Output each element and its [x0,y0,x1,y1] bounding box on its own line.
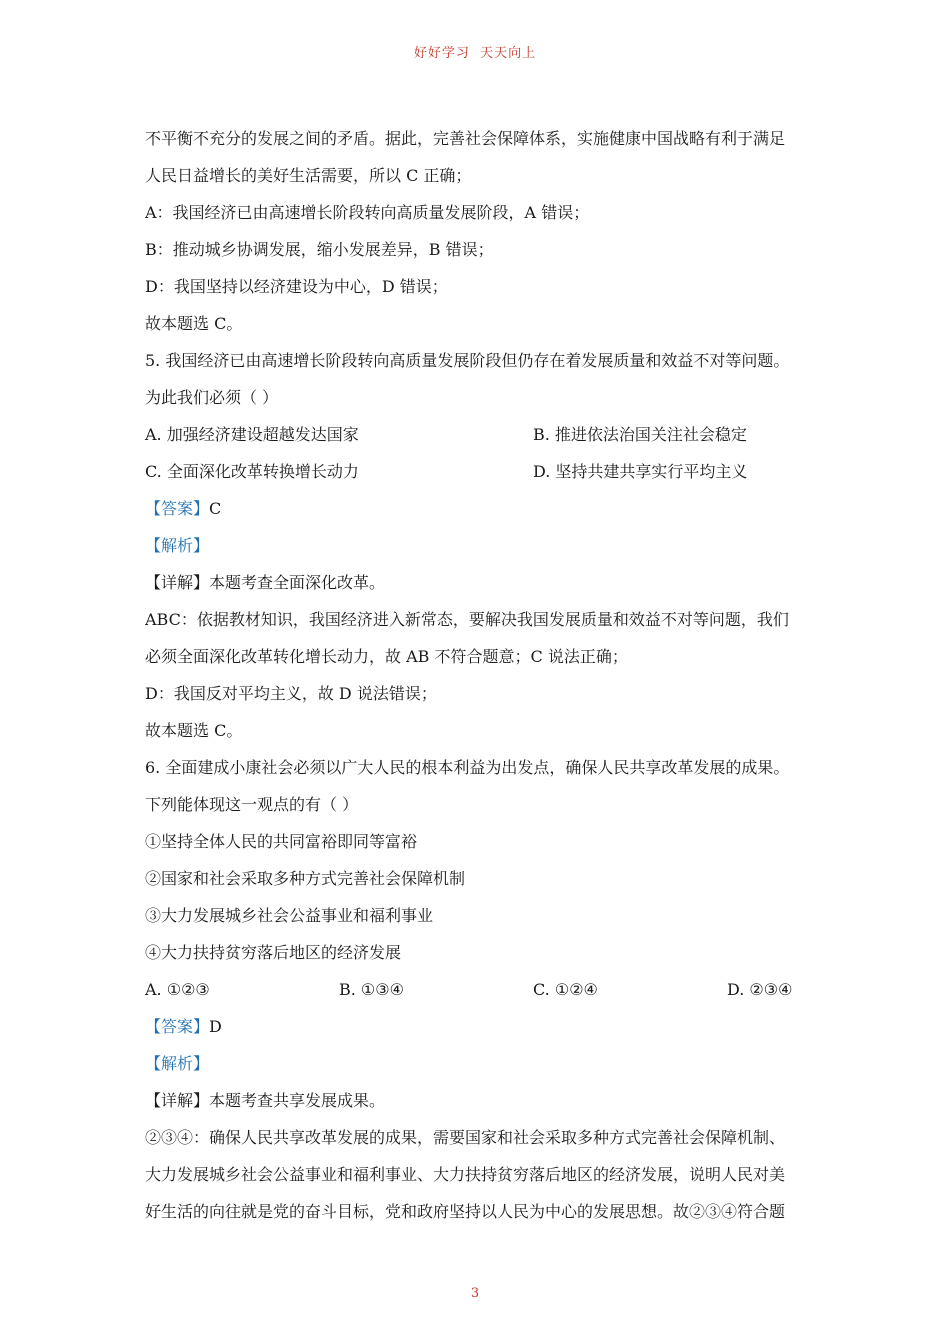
explanation-line: 大力发展城乡社会公益事业和福利事业、大力扶持贫穷落后地区的经济发展，说明人民对美 [145,1165,786,1184]
text-line: D：我国坚持以经济建设为中心，D 错误； [145,277,448,296]
answer-line [145,490,825,527]
option-a: A. 加强经济建设超越发达国家 [145,425,359,444]
question-6-stem: 6. 全面建成小康社会必须以广大人民的根本利益为出发点，确保人民共享改革发展的成果。 [145,758,790,777]
detail-tag: 【详解】 [145,1091,210,1110]
explanation-line: 必须全面深化改革转化增长动力，故 AB 不符合题意；C 说法正确； [145,647,628,666]
explanation-line: 故本题选 C。 [145,721,243,740]
explanation-line: D：我国反对平均主义，故 D 说法错误； [145,684,437,703]
analysis-tag: 【解析】 [145,1054,210,1073]
page-number: 3 [470,1286,480,1301]
answer-value: D [209,1017,222,1036]
answer-line [145,1008,825,1045]
question-5-options-row-1 [145,416,825,453]
analysis-line [145,527,825,564]
text-line: A：我国经济已由高速增长阶段转向高质量发展阶段，A 错误； [145,203,590,222]
option-a: A. ①②③ [145,980,210,999]
question-5-options-row-2 [145,453,825,490]
detail-line [145,564,825,601]
question-6-options-row [145,971,825,1008]
detail-text: 本题考查共享发展成果。 [209,1091,386,1110]
document-body [145,120,825,1230]
option-b: B. 推进依法治国关注社会稳定 [533,425,747,444]
answer-tag: 【答案】 [145,499,210,518]
answer-value: C [209,499,222,518]
detail-line [145,1082,825,1119]
detail-text: 本题考查全面深化改革。 [209,573,386,592]
option-d: D. ②③④ [727,980,793,999]
question-5-stem: 5. 我国经济已由高速增长阶段转向高质量发展阶段但仍存在着发展质量和效益不对等问题。 [145,351,790,370]
option-b: B. ①③④ [339,980,404,999]
text-line: B：推动城乡协调发展，缩小发展差异，B 错误； [145,240,494,259]
question-5-stem-cont: 为此我们必须（ ） [145,388,279,407]
text-line: 故本题选 C。 [145,314,243,333]
text-line: 人民日益增长的美好生活需要，所以 C 正确； [145,166,472,185]
statement-item: ②国家和社会采取多种方式完善社会保障机制 [145,869,466,888]
text-line: 不平衡不充分的发展之间的矛盾。据此，完善社会保障体系，实施健康中国战略有利于满足 [145,129,786,148]
option-c: C. 全面深化改革转换增长动力 [145,462,359,481]
question-6-stem-cont: 下列能体现这一观点的有（ ） [145,795,359,814]
explanation-line: 好生活的向往就是党的奋斗目标，党和政府坚持以人民为中心的发展思想。故②③④符合题 [145,1202,786,1221]
explanation-line: ABC：依据教材知识，我国经济进入新常态，要解决我国发展质量和效益不对等问题，我们 [145,610,789,629]
page-header: 好好学习 天天向上 [413,46,537,61]
statement-item: ①坚持全体人民的共同富裕即同等富裕 [145,832,418,851]
statement-item: ④大力扶持贫穷落后地区的经济发展 [145,943,402,962]
statement-item: ③大力发展城乡社会公益事业和福利事业 [145,906,434,925]
option-d: D. 坚持共建共享实行平均主义 [533,462,748,481]
analysis-line [145,1045,825,1082]
option-c: C. ①②④ [533,980,598,999]
analysis-tag: 【解析】 [145,536,210,555]
answer-tag: 【答案】 [145,1017,210,1036]
explanation-line: ②③④：确保人民共享改革发展的成果，需要国家和社会采取多种方式完善社会保障机制、 [145,1128,786,1147]
detail-tag: 【详解】 [145,573,210,592]
